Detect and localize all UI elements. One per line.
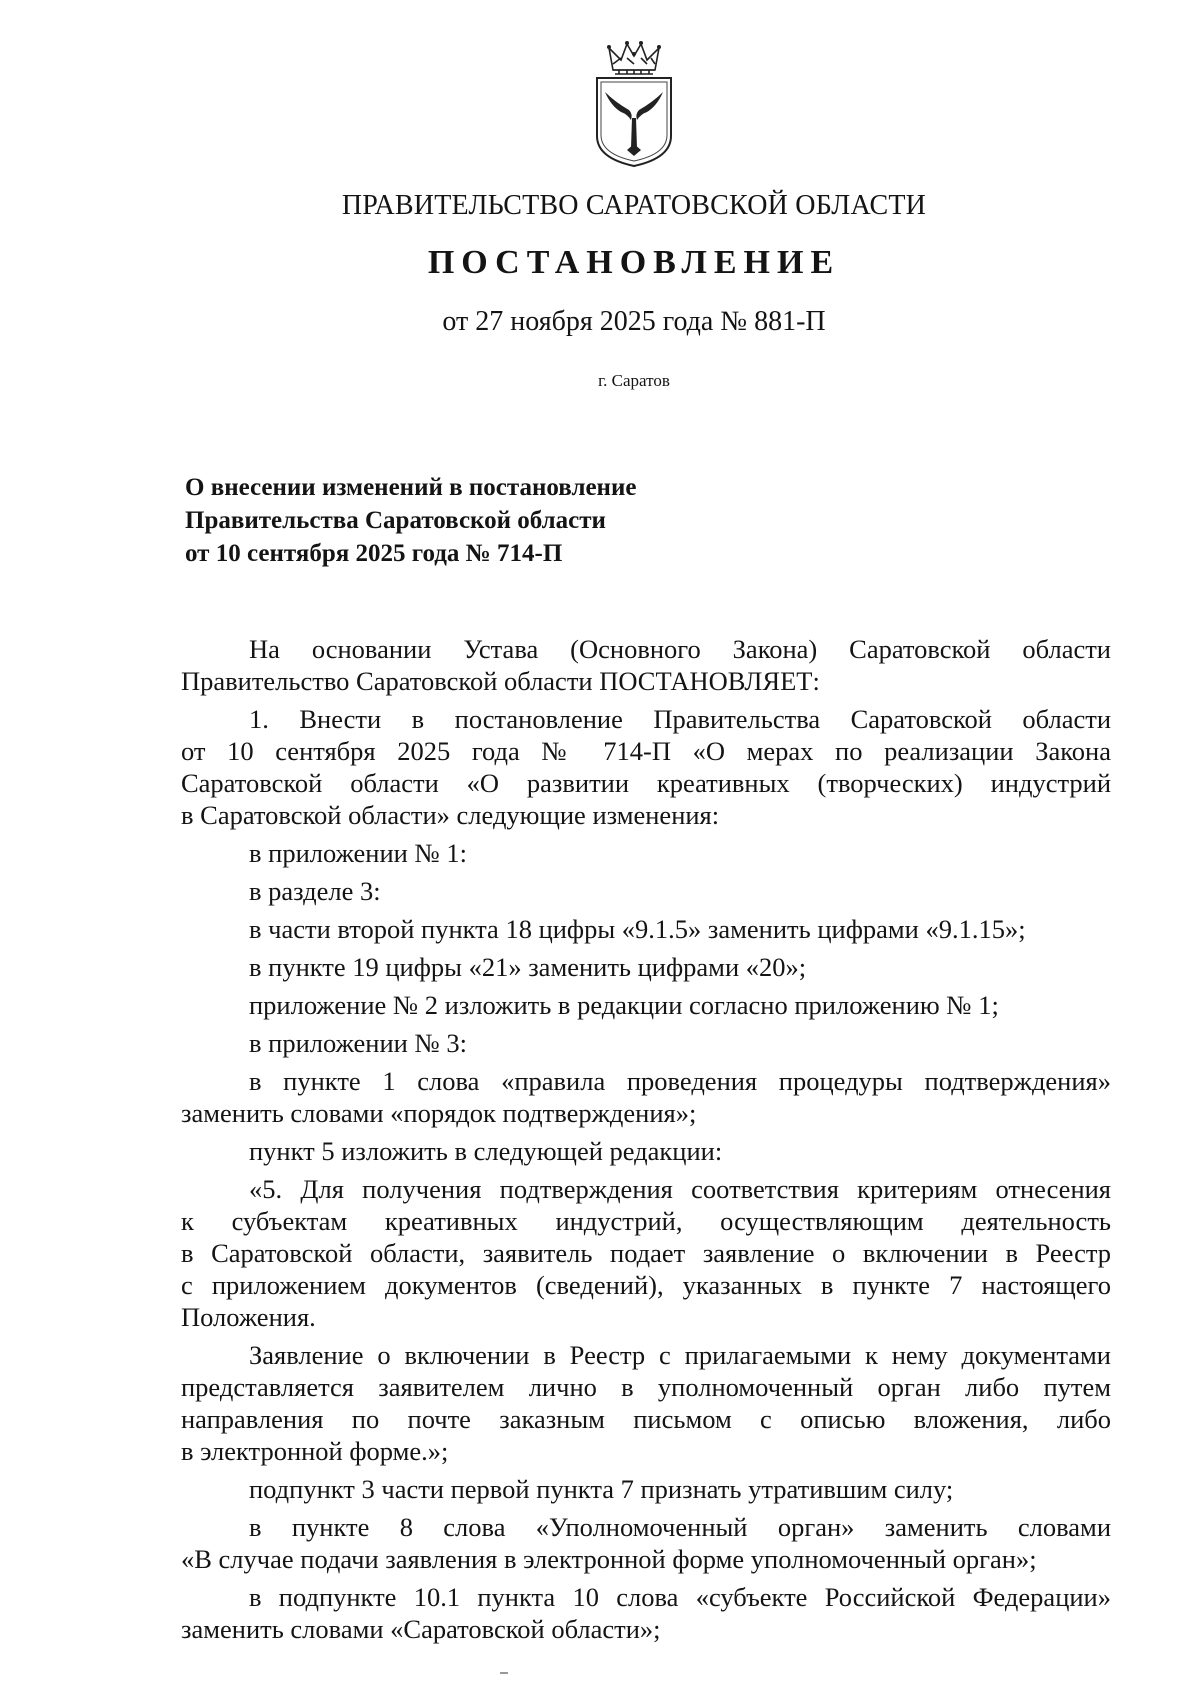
body-line: с приложением документов (сведений), указанных в пункте 7 настоящего: [181, 1270, 1111, 1300]
body-line: направления по почте заказным письмом с описью вложения, либо: [181, 1404, 1111, 1434]
body-line: «В случае подачи заявления в электронной форме уполномоченный орган»;: [181, 1544, 1037, 1574]
body-line: в пункте 8 слова «Уполномоченный орган» заменить словами: [249, 1512, 1111, 1542]
body-line: к субъектам креативных индустрий, осуществляющим деятельность: [181, 1206, 1111, 1236]
body-line: в Саратовской области» следующие изменения:: [181, 800, 720, 830]
body-line: от 10 сентября 2025 года № 714-П «О мерах по реализации Закона: [181, 736, 1111, 766]
subject-line: О внесении изменений в постановление: [185, 474, 637, 501]
body-line: в пункте 19 цифры «21» заменить цифрами «20»;: [249, 952, 807, 982]
government-name: ПРАВИТЕЛЬСТВО САРАТОВСКОЙ ОБЛАСТИ: [341, 190, 927, 221]
body-line: в приложении № 3:: [249, 1028, 467, 1058]
body-line: «5. Для получения подтверждения соответствия критериям отнесения: [249, 1174, 1111, 1204]
document-date-number: от 27 ноября 2025 года № 881-П: [442, 306, 826, 337]
body-line: Правительство Саратовской области ПОСТАНОВЛЯЕТ:: [181, 666, 820, 696]
body-line: в пункте 1 слова «правила проведения процедуры подтверждения»: [249, 1066, 1111, 1096]
body-line: На основании Устава (Основного Закона) Саратовской области: [249, 634, 1111, 664]
body-line: в подпункте 10.1 пункта 10 слова «субъекте Российской Федерации»: [249, 1582, 1111, 1612]
body-line: в Саратовской области, заявитель подает заявление о включении в Реестр: [181, 1238, 1111, 1268]
body-line: представляется заявителем лично в уполномоченный орган либо путем: [181, 1372, 1111, 1402]
subject-line: Правительства Саратовской области: [185, 507, 606, 534]
body-line: в электронной форме.»;: [181, 1436, 449, 1466]
body-line: приложение № 2 изложить в редакции согласно приложению № 1;: [249, 990, 999, 1020]
body-line: заменить словами «Саратовской области»;: [181, 1614, 661, 1644]
body-line: 1. Внести в постановление Правительства Саратовской области: [249, 704, 1111, 734]
document-body: [181, 633, 1111, 1645]
document-subject: [185, 471, 745, 570]
document-type: ПОСТАНОВЛЕНИЕ: [427, 244, 841, 281]
body-line: пункт 5 изложить в следующей редакции:: [249, 1136, 723, 1166]
body-line: в части второй пункта 18 цифры «9.1.5» заменить цифрами «9.1.15»;: [249, 914, 1026, 944]
page-mark: [500, 1672, 508, 1674]
document-city: г. Саратов: [598, 371, 670, 390]
saratov-coat-of-arms-icon: [591, 40, 677, 168]
body-line: подпункт 3 части первой пункта 7 признать утратившим силу;: [249, 1474, 954, 1504]
body-line: Положения.: [181, 1302, 316, 1332]
body-line: заменить словами «порядок подтверждения»;: [181, 1098, 697, 1128]
body-line: Заявление о включении в Реестр с прилагаемыми к нему документами: [249, 1340, 1111, 1370]
body-line: в разделе 3:: [249, 876, 381, 906]
subject-line: от 10 сентября 2025 года № 714-П: [185, 540, 563, 567]
body-line: Саратовской области «О развитии креативных (творческих) индустрий: [181, 768, 1111, 798]
body-line: в приложении № 1:: [249, 838, 467, 868]
